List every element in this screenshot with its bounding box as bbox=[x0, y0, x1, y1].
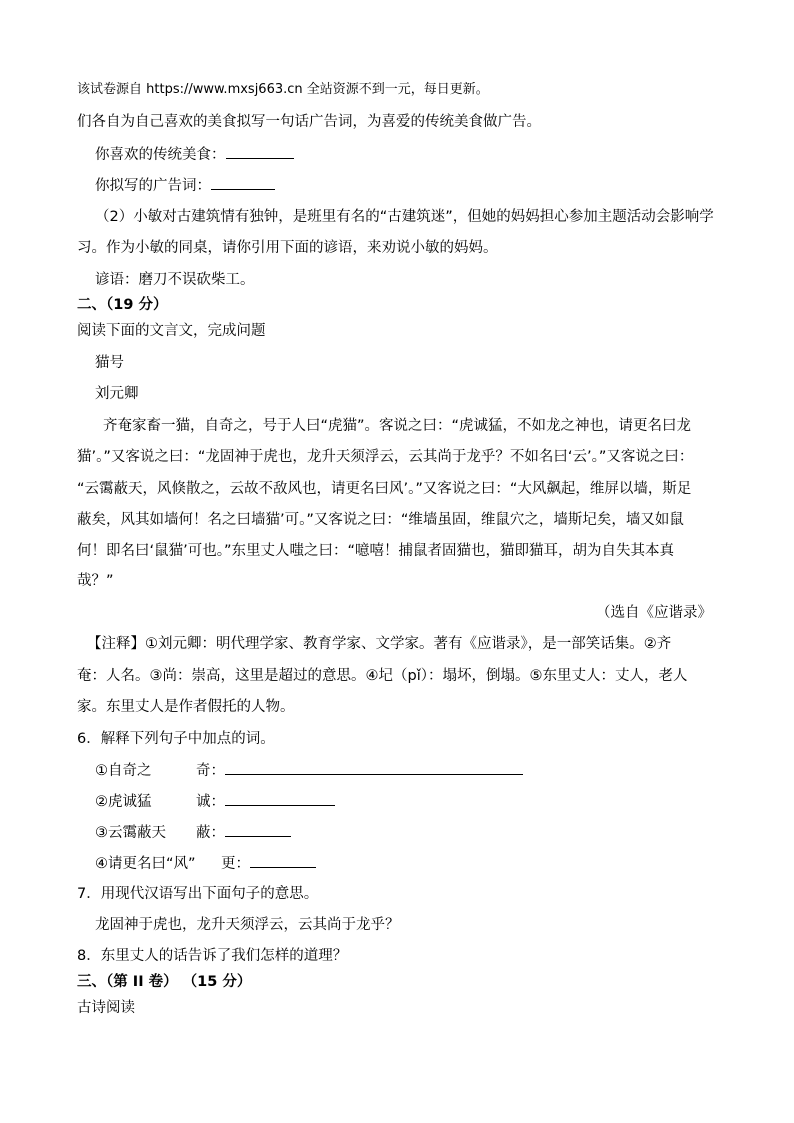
q6-item bbox=[95, 822, 291, 843]
proverb: 谚语：磨刀不误砍柴工。 bbox=[95, 272, 255, 288]
passage-source: （选自《应谐录》 bbox=[596, 605, 712, 621]
passage-line: “云霭蔽天，风倏散之，云故不敌风也，请更名曰风’。”又客说之曰：“大风飙起，维屏以墙，斯足 bbox=[77, 481, 692, 497]
q6-item bbox=[95, 853, 316, 874]
q6-item bbox=[95, 760, 523, 781]
q8-stem: 8．东里丈人的话告诉了我们怎样的道理？ bbox=[77, 948, 348, 964]
task-intro: 们各自为自己喜欢的美食拟写一句话广告词，为喜爱的传统美食做广告。 bbox=[77, 114, 541, 130]
ad-answer-blank[interactable] bbox=[211, 175, 275, 190]
notes-line: 【注释】①刘元卿：明代理学家、教育学家、文学家。著有《应谐录》，是一部笑话集。②齐 bbox=[87, 636, 672, 652]
food-answer-blank[interactable] bbox=[226, 144, 294, 159]
source-note: 该试卷源自 https://www.mxsj663.cn 全站资源不到一元，每日更新。 bbox=[77, 82, 489, 97]
q6-phrase: ②虎诚猛 bbox=[95, 794, 152, 810]
part2-heading: 二、（19 分） bbox=[77, 297, 168, 313]
q6-answer-blank[interactable] bbox=[225, 791, 335, 806]
q6-word: 奇： bbox=[196, 763, 225, 779]
passage-line: 蔽矣，风其如墙何！名之曰墙猫’可。”又客说之曰：“维墙虽固，维鼠穴之，墙斯圮矣，墙又如鼠 bbox=[77, 512, 684, 528]
part3-heading: 三、（第 II 卷） （15 分） bbox=[77, 974, 252, 990]
passage-line: 猫’。”又客说之曰：“龙固神于虎也，龙升天须浮云，云其尚于龙乎？不如名曰‘云’。”又客说之曰： bbox=[77, 449, 694, 465]
food-label: 你喜欢的传统美食： bbox=[95, 147, 226, 163]
ad-question bbox=[95, 175, 275, 196]
passage-title: 猫号 bbox=[95, 355, 124, 371]
ad-label: 你拟写的广告词： bbox=[95, 178, 211, 194]
q7-stem: 7．用现代汉语写出下面句子的意思。 bbox=[77, 886, 319, 902]
passage-line: 齐奄家畜一猫，自奇之，号于人曰“虎猫”。客说之曰：“虎诚猛，不如龙之神也，请更名曰龙 bbox=[103, 418, 692, 434]
part2-instruction: 阅读下面的文言文，完成问题 bbox=[77, 323, 266, 339]
q6-word: 诚： bbox=[196, 794, 225, 810]
notes-line: 奄：人名。③尚：崇高，这里是超过的意思。④圮（pǐ）：塌坏，倒塌。⑤东里丈人：丈人，老人 bbox=[77, 668, 688, 684]
q6-phrase: ①自奇之 bbox=[95, 763, 152, 779]
q6-word: 更： bbox=[221, 856, 250, 872]
q6-stem: 6．解释下列句子中加点的词。 bbox=[77, 731, 275, 747]
food-question bbox=[95, 144, 294, 165]
q6-answer-blank[interactable] bbox=[225, 822, 291, 837]
passage-line: 何！即名曰‘鼠猫’可也。”东里丈人嗤之曰：“噫嘻！捕鼠者固猫也，猫即猫耳，胡为自失其本真 bbox=[77, 543, 674, 559]
passage-author: 刘元卿 bbox=[95, 386, 139, 402]
q7-sentence: 龙固神于虎也，龙升天须浮云，云其尚于龙乎？ bbox=[95, 917, 400, 933]
passage-line: 哉？” bbox=[77, 573, 114, 589]
part3-subheading: 古诗阅读 bbox=[77, 1000, 135, 1016]
q6-phrase: ③云霭蔽天 bbox=[95, 825, 166, 841]
q6-phrase: ④请更名曰“风” bbox=[95, 856, 196, 872]
q2-line1: （2）小敏对古建筑情有独钟，是班里有名的“古建筑迷”，但她的妈妈担心参加主题活动会影响学 bbox=[95, 209, 714, 225]
q6-answer-blank[interactable] bbox=[250, 853, 316, 868]
q6-item bbox=[95, 791, 335, 812]
notes-line: 家。东里丈人是作者假托的人物。 bbox=[77, 699, 295, 715]
q6-word: 蔽： bbox=[196, 825, 225, 841]
q6-answer-blank[interactable] bbox=[225, 760, 523, 775]
q2-line2: 习。作为小敏的同桌，请你引用下面的谚语，来劝说小敏的妈妈。 bbox=[77, 240, 498, 256]
